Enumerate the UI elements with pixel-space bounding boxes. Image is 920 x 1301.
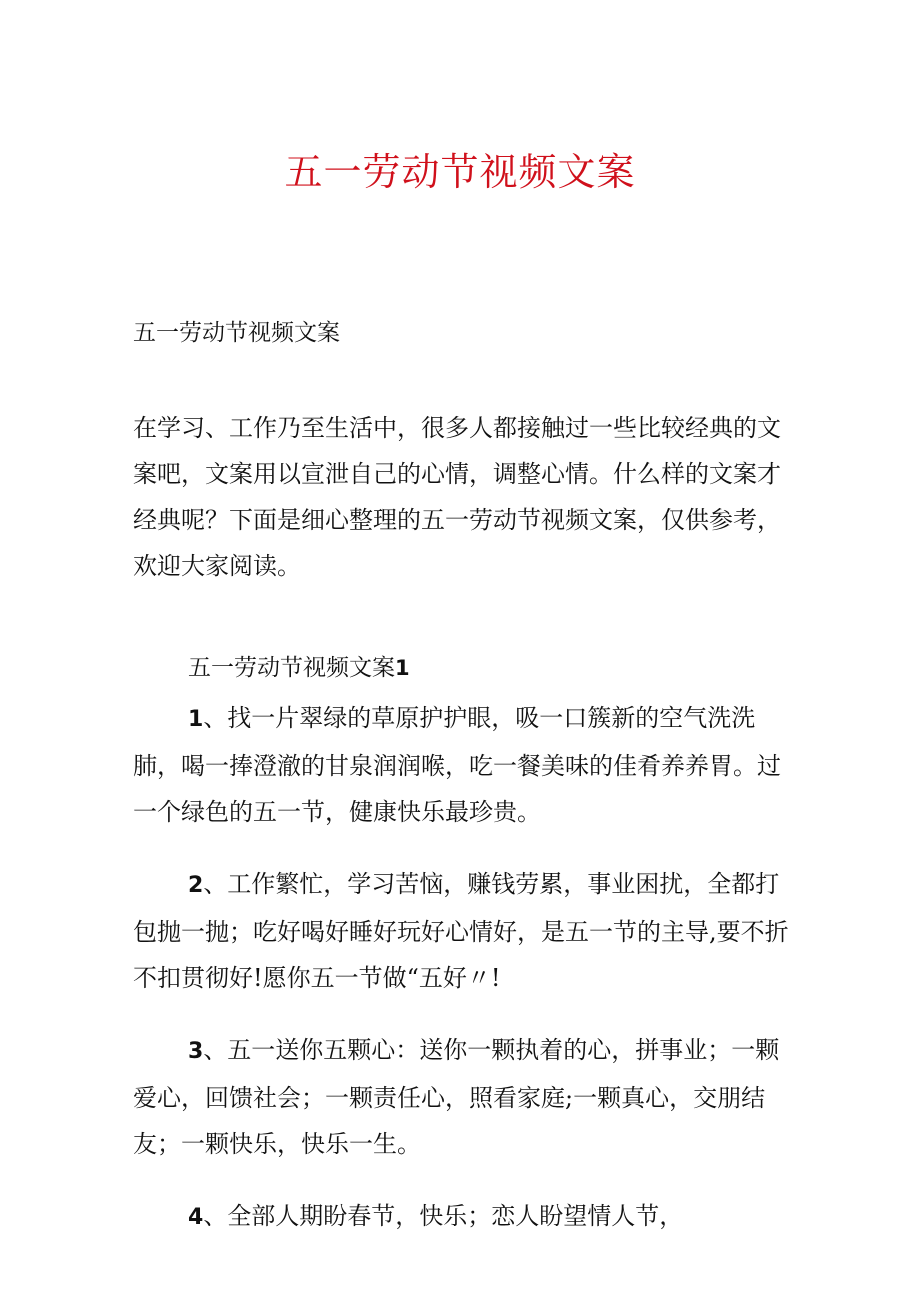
list-item (133, 695, 793, 835)
document-title: 五一劳动节视频文案 (284, 150, 636, 194)
item-list (133, 695, 793, 1267)
item-number: 1 (188, 707, 204, 732)
intro-paragraph: 在学习、工作乃至生活中，很多人都接触过一些比较经典的文案吧，文案用以宣泄自己的心情，调整心情。什么样的文案才经典呢？下面是细心整理的五一劳动节视频文案，仅供参考，欢迎大家阅读。 (133, 414, 781, 580)
item-text: 、找一片翠绿的草原护护眼，吸一口簇新的空气洗洗肺，喝一捧澄澈的甘泉润润喉，吃一餐美味的佳肴养养胃。过一个绿色的五一节，健康快乐最珍贵。 (133, 704, 781, 826)
item-number: 4 (188, 1205, 204, 1230)
item-text: 、工作繁忙，学习苦恼，赚钱劳累，事业困扰，全都打包抛一抛；吃好喝好睡好玩好心情好，是五一节的主导,要不折不扣贯彻好!愿你五一节做“五好〃! (133, 870, 789, 992)
section-heading (188, 651, 410, 685)
item-number: 2 (188, 873, 204, 898)
document-subtitle: 五一劳动节视频文案 (133, 320, 340, 346)
section-heading-text: 五一劳动节视频文案 (188, 655, 395, 681)
list-item (133, 1193, 793, 1241)
list-item (133, 1027, 793, 1167)
item-number: 3 (188, 1039, 204, 1064)
section-heading-number: 1 (395, 656, 410, 680)
item-text: 、五一送你五颗心：送你一颗执着的心，拼事业；一颗爱心，回馈社会；一颗责任心，照看家庭;一颗真心，交朋结友；一颗快乐，快乐一生。 (133, 1036, 780, 1158)
item-text: 、全部人期盼春节，快乐；恋人盼望情人节， (203, 1202, 684, 1230)
list-item (133, 861, 793, 1001)
